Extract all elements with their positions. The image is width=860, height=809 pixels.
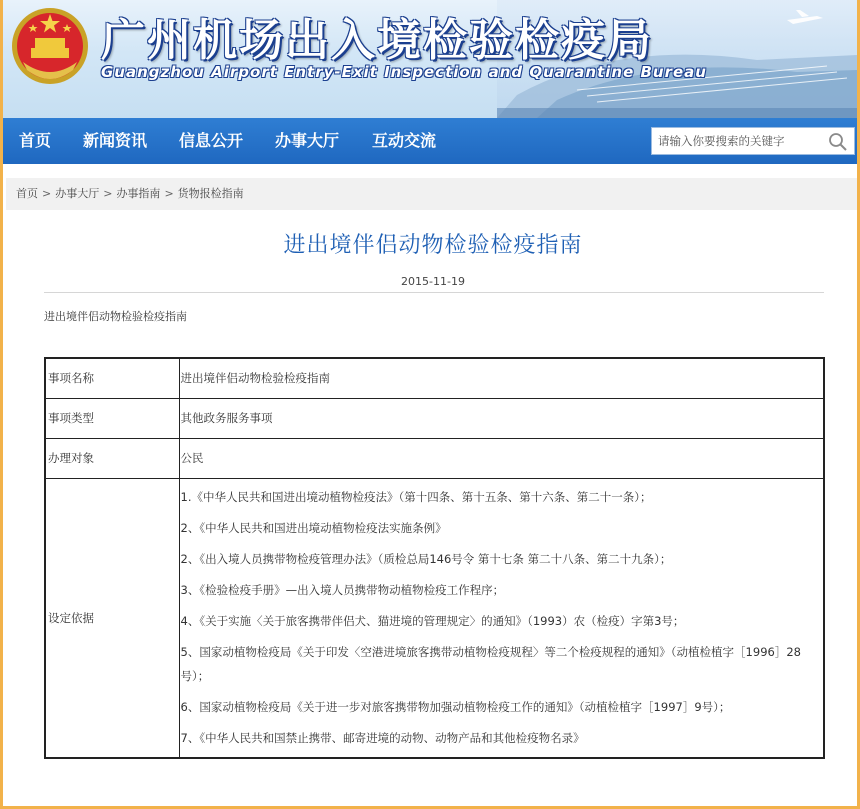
row-value-basis: [179, 478, 824, 758]
national-emblem-icon: [9, 4, 91, 90]
breadcrumb-service-hall[interactable]: 办事大厅: [55, 187, 100, 200]
row-label-target: 办理对象: [45, 438, 179, 478]
row-value-target: 公民: [179, 438, 824, 478]
breadcrumb-guide[interactable]: 办事指南: [116, 187, 161, 200]
breadcrumb-separator: >: [164, 187, 174, 200]
basis-item: 5、国家动植物检疫局《关于印发〈空港进境旅客携带动植物检疫规程〉等二个检疫规程的通知》（动植检植字［1996］28号）；: [180, 644, 801, 683]
basis-item: 3、《检验检疫手册》—出入境人员携带物动植物检疫工作程序；: [180, 582, 505, 597]
basis-item: 4、《关于实施〈关于旅客携带伴侣犬、猫进境的管理规定〉的通知》（1993）农（检疫）字第3号；: [180, 613, 685, 628]
breadcrumb: [16, 178, 244, 210]
nav-item-disclosure[interactable]: 信息公开: [179, 131, 244, 150]
nav-item-home[interactable]: 首页: [19, 131, 52, 150]
article-title: 进出境伴侣动物检验检疫指南: [283, 233, 583, 258]
basis-item: 2、《出入境人员携带物检疫管理办法》（质检总局146号令 第十七条 第二十八条、第二十九条）；: [180, 551, 672, 566]
row-value-item-type: 其他政务服务事项: [179, 398, 824, 438]
basis-item: 6、国家动植物检疫局《关于进一步对旅客携带物加强动植物检疫工作的通知》（动植检植字［1997］9号）；: [180, 699, 731, 714]
article-date: 2015-11-19: [401, 275, 465, 288]
basis-item: 7、《中华人民共和国禁止携带、邮寄进境的动物、动物产品和其他检疫物名录》: [180, 730, 585, 745]
search-box: [651, 127, 855, 155]
nav-item-interaction[interactable]: 互动交流: [372, 131, 437, 150]
site-title-en: Guangzhou Airport Entry-Exit Inspection and Quarantine Bureau: [101, 63, 707, 81]
guide-table: [44, 357, 825, 759]
search-icon[interactable]: [828, 132, 848, 152]
breadcrumb-current[interactable]: 货物报检指南: [177, 187, 244, 200]
basis-item: 2、《中华人民共和国进出境动植物检疫法实施条例》: [180, 520, 447, 535]
basis-item: 1.《中华人民共和国进出境动植物检疫法》（第十四条、第十五条、第十六条、第二十一条）；: [180, 489, 652, 504]
row-label-item-name: 事项名称: [45, 358, 179, 398]
site-banner: [3, 0, 857, 118]
row-value-item-name: 进出境伴侣动物检验检疫指南: [179, 358, 824, 398]
nav-item-news[interactable]: 新闻资讯: [83, 131, 148, 150]
table-row: [45, 358, 824, 398]
title-divider: [44, 292, 824, 293]
article-intro: 进出境伴侣动物检验检疫指南: [44, 310, 187, 323]
breadcrumb-home[interactable]: 首页: [16, 187, 38, 200]
main-content: [6, 164, 860, 806]
breadcrumb-separator: >: [42, 187, 52, 200]
nav-item-service-hall[interactable]: 办事大厅: [275, 131, 340, 150]
table-row: [45, 398, 824, 438]
table-row: [45, 438, 824, 478]
site-title-cn: 广州机场出入境检验检疫局: [101, 15, 653, 66]
row-label-item-type: 事项类型: [45, 398, 179, 438]
main-nav: [3, 118, 857, 164]
breadcrumb-separator: >: [103, 187, 113, 200]
row-label-basis: 设定依据: [45, 478, 179, 758]
table-row: [45, 478, 824, 758]
breadcrumb-bar: [6, 178, 857, 210]
search-input[interactable]: [652, 128, 824, 154]
